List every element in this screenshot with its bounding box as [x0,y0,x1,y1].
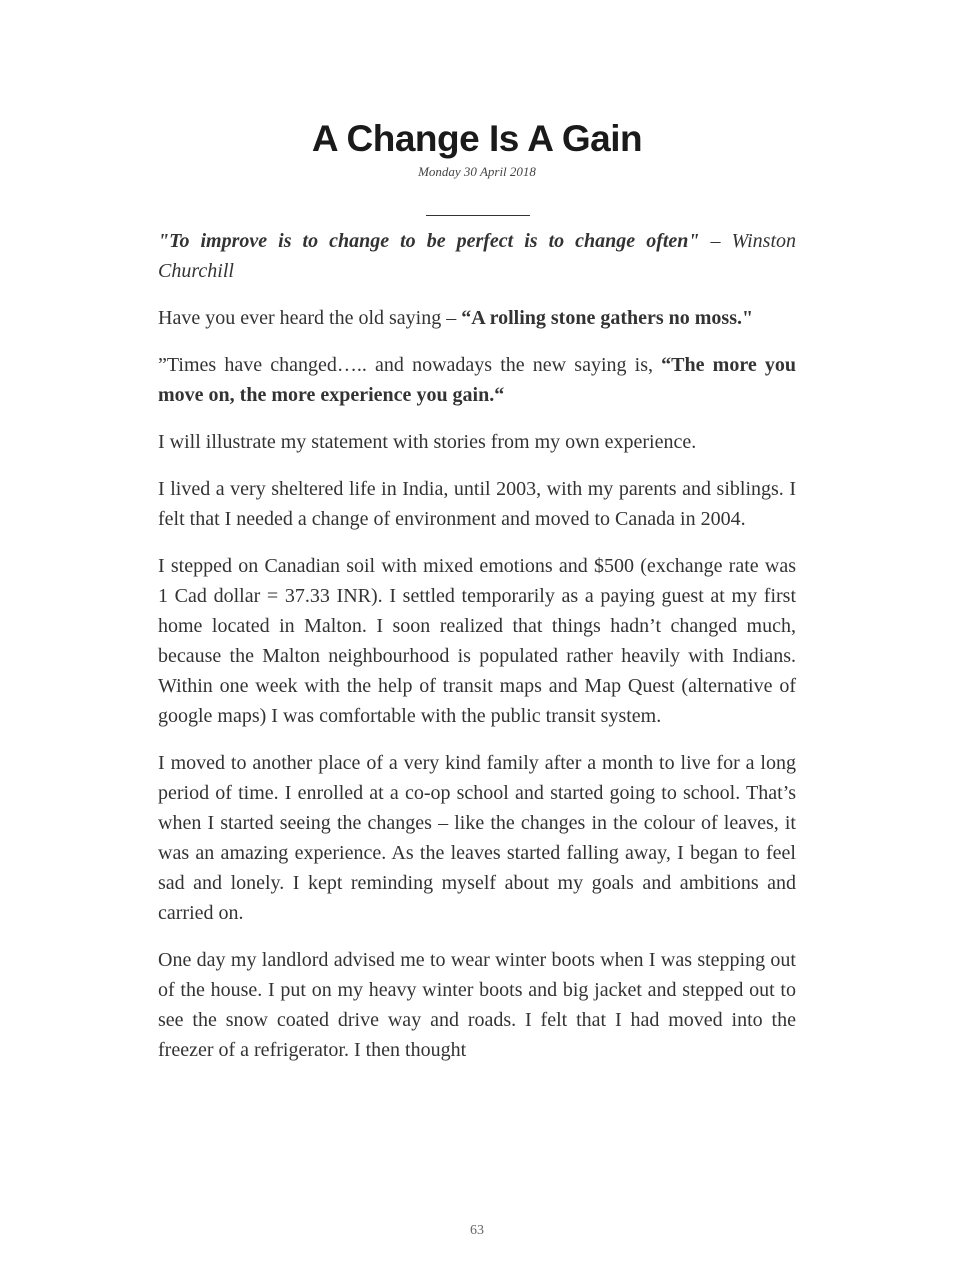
page-title: A Change Is A Gain [311,118,643,159]
paragraph-2-saying: “The more you move on, the more experience you gain.“ [158,354,797,406]
paragraph-1-lead: Have you ever heard the old saying – [158,307,462,329]
quote-author: Winston Churchill [158,230,797,282]
quote-dash: – [699,230,732,252]
quote-text: "To improve is to change to be perfect is to change often" [158,230,700,252]
paragraph-1-saying: “A rolling stone gathers no moss." [461,307,754,329]
paragraph-2-lead: ”Times have changed….. and nowadays the new saying is, [158,354,662,376]
paragraph-2 [158,350,796,410]
title-divider [426,215,530,216]
paragraph-1 [158,303,796,333]
paragraph-4: I lived a very sheltered life in India, until 2003, with my parents and siblings. I felt that I needed a change of environment and moved to Canada in 2004. [158,478,796,530]
paragraph-5: I stepped on Canadian soil with mixed emotions and $500 (exchange rate was 1 Cad dollar = 37.33 INR). I settled temporarily as a paying guest at my first home located in Malton. I soon realized that things hadn’t changed much, because the Malton neighbourhood is populated rather heavily with Indians. Within one week with the help of transit maps and Map Quest (alternative of google maps) I was comfortable with the public transit system. [158,555,796,727]
epigraph-quote [158,226,796,286]
post-date: Monday 30 April 2018 [418,164,536,179]
paragraph-3: I will illustrate my statement with stories from my own experience. [158,431,697,453]
paragraph-7: One day my landlord advised me to wear winter boots when I was stepping out of the house. I put on my heavy winter boots and big jacket and stepped out to see the snow coated drive way and roads. I felt that I had moved into the freezer of a refrigerator. I then thought [158,949,796,1061]
page-number: 63 [470,1223,484,1238]
article-body [158,226,796,1082]
paragraph-6: I moved to another place of a very kind family after a month to live for a long period of time. I enrolled at a co-op school and started going to school. That’s when I started seeing the changes – like the changes in the colour of leaves, it was an amazing experience. As the leaves started falling away, I began to feel sad and lonely. I kept reminding myself about my goals and ambitions and carried on. [158,752,796,924]
